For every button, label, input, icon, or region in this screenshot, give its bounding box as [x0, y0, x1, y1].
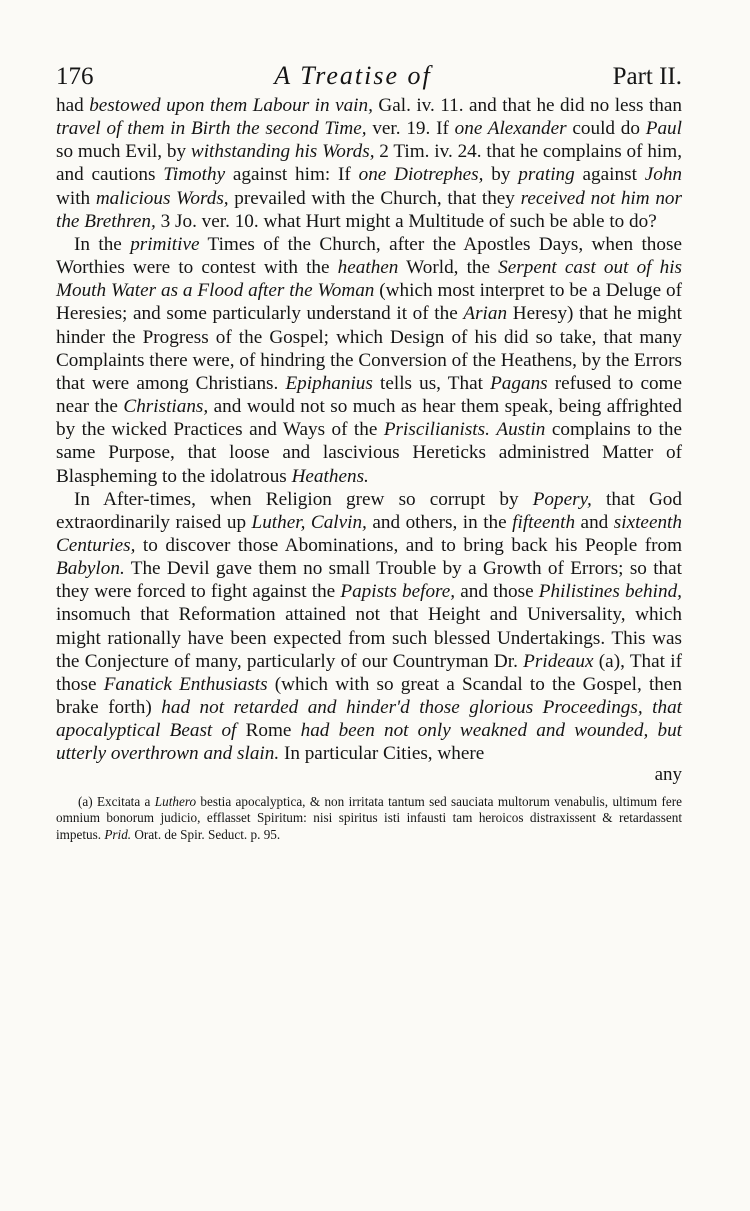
italic-run: Pagans: [490, 372, 548, 394]
italic-run: Philistines behind,: [538, 581, 682, 603]
text-run: by: [483, 164, 519, 186]
text-run: 3 Jo. ver. 10. what Hurt might a Multitude of such be able to do?: [155, 210, 657, 232]
paragraph-3: [56, 488, 682, 766]
page-number: 176: [56, 63, 94, 90]
text-run: (a), That if those: [56, 650, 682, 695]
text-run: In After-times, when Religion grew so corrupt by: [74, 488, 533, 510]
text-run: prevailed with the Church, that they: [228, 187, 521, 209]
italic-run: sixteenth Centuries,: [56, 511, 682, 556]
italic-run: Papists before,: [340, 581, 456, 603]
text-run: against: [574, 164, 645, 186]
body-text: [56, 94, 682, 766]
italic-run: received not him nor the Brethren,: [56, 187, 682, 232]
footnote: [56, 794, 682, 844]
paragraph-2: [56, 233, 682, 488]
paragraph-1: [56, 94, 682, 233]
part-label: Part II.: [612, 63, 682, 90]
text-run: In the: [74, 233, 131, 255]
text-run: to discover those Abominations, and to bring back his People from: [135, 534, 682, 556]
italic-run: travel of them in Birth the second Time,: [56, 118, 367, 140]
text-run: so much Evil, by: [56, 141, 191, 163]
italic-run: bestowed upon them Labour in vain,: [89, 95, 373, 116]
text-run: could do: [566, 118, 646, 140]
italic-run: one Diotrephes,: [358, 164, 484, 186]
italic-run: Arian: [463, 303, 508, 325]
italic-run: Heathens.: [291, 465, 369, 487]
italic-run: Priscilianists.: [383, 419, 490, 441]
text-run: Rome: [236, 720, 301, 742]
text-run: against him: If: [225, 164, 359, 186]
running-head: [56, 58, 682, 94]
italic-run: Prideaux: [523, 650, 594, 672]
footnote-run: (a) Excitata a: [78, 793, 155, 809]
text-run: insomuch that Reformation attained not that Height and Universality, which might rationally have been expected from such blessed Undertakings. This was the Conjecture of many, particularly of our Countryman Dr.: [56, 604, 682, 672]
text-run: refused to come near the: [56, 372, 682, 418]
footnote-run: bestia apocalyptica, & non irritata tantum sed sauciata multorum venabulis, ultimum fere omnium bonorum judicio, efflasset Spiritum: nisi spiritus isti infausti tam heroicos distraxissent & retardassent impetus.: [56, 793, 682, 842]
text-run: (which most interpret to be a Deluge of Heresies; and some particularly understand it of the: [56, 280, 682, 325]
text-run: with: [56, 187, 96, 209]
text-run: The Devil gave them no small Trouble by a Growth of Errors; so that they were forced to fight against the: [56, 558, 682, 603]
italic-run: Austin: [496, 419, 546, 441]
italic-run: had not retarded and hinder'd those glorious Proceedings, that apocalyptical Beast of: [56, 697, 682, 742]
italic-run: one Alexander: [454, 118, 567, 140]
italic-run: Timothy: [163, 164, 226, 186]
text-run: and would not so much as hear them speak, being affrighted by the wicked Practices and Ways of the: [56, 396, 682, 441]
text-run: complains to the same Purpose, that loose and lascivious Hereticks administred Matter of Blaspheming to the idolatrous: [56, 419, 682, 487]
text-run: and: [575, 511, 614, 533]
italic-run: Paul: [645, 118, 682, 140]
catchword: any: [654, 763, 682, 785]
italic-run: malicious Words,: [95, 187, 229, 209]
italic-run: primitive: [130, 233, 200, 255]
text-run: World, the: [398, 257, 499, 279]
italic-run: heathen: [337, 257, 399, 279]
italic-run: prating: [518, 164, 575, 186]
footnote-italic-run: Luthero: [154, 793, 197, 809]
text-run: Gal. iv. 11. and that he did no less than: [372, 95, 682, 116]
text-run: In particular Cities, where: [279, 743, 485, 765]
italic-run: Popery,: [532, 488, 592, 510]
italic-run: fifteenth: [512, 511, 576, 533]
italic-run: had been not only weakned and wounded, but utterly overthrown and slain.: [56, 720, 682, 765]
italic-run: John: [644, 164, 683, 186]
italic-run: Fanatick Enthusiasts: [103, 673, 268, 695]
text-run: Heresy) that he might hinder the Progress of the Gospel; which Design of his did so take, that many Complaints there were, of hindring the Conversion of the Heathens, by the Errors that were among Christians.: [56, 303, 682, 394]
italic-run: Babylon.: [56, 558, 125, 580]
text-run: ver. 19. If: [366, 118, 455, 140]
text-run: that God extraordinarily raised up: [56, 488, 682, 533]
italic-run: Epiphanius: [285, 372, 373, 394]
text-run: 2 Tim. iv. 24. that he complains of him, and cautions: [56, 141, 682, 186]
running-title: A Treatise of: [274, 61, 432, 90]
italic-run: withstanding his Words,: [190, 141, 375, 163]
text-run: (which with so great a Scandal to the Gospel, then brake forth): [56, 673, 682, 719]
text-run: tells us, That: [372, 372, 491, 394]
italic-run: Serpent cast out of his Mouth Water as a Flood after the Woman: [56, 257, 683, 302]
text-run: had: [56, 95, 90, 116]
text-run: and those: [455, 581, 539, 603]
text-run: and others, in the: [366, 511, 513, 533]
footnote-run: Orat. de Spir. Seduct. p. 95.: [131, 826, 281, 842]
text-run: Times of the Church, after the Apostles Days, when those Worthies were to contest with the: [56, 233, 682, 279]
italic-run: Luther, Calvin,: [251, 511, 367, 533]
footnote-italic-run: Prid.: [104, 826, 132, 842]
italic-run: Christians,: [123, 396, 209, 418]
